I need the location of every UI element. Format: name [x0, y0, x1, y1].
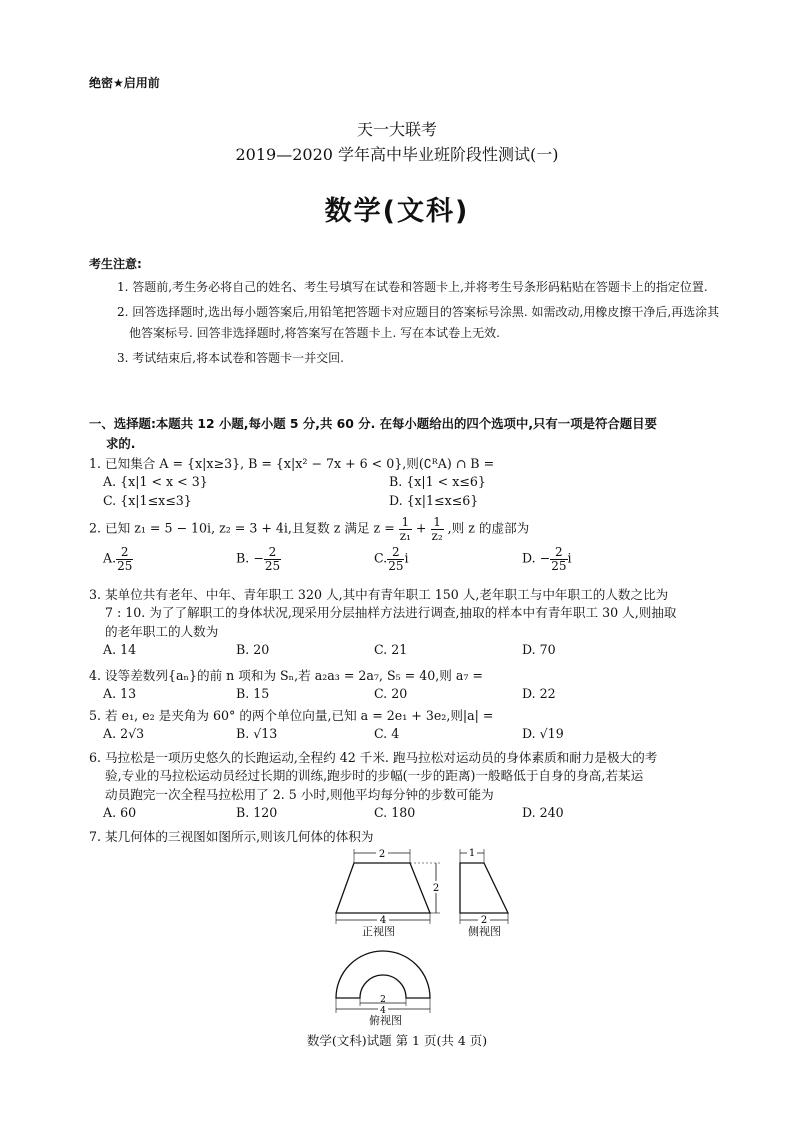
dim-label-bottom: 4 [379, 915, 387, 925]
option-d: D. {x|1≤x≤6} [389, 493, 479, 509]
notice-item: 2. 回答选择题时,选出每小题答案后,用铅笔把答题卡对应题目的答案标号涂黑. 如需改动,用橡皮擦干净后,再选涂其他答案标号. 回答非选择题时,将答案写在答题卡上. 写在本试卷上无效. [117, 305, 720, 341]
option-label: D. − [522, 550, 551, 566]
option-b: B. 20 [236, 641, 270, 657]
option-c: C. 20 [374, 686, 408, 702]
option-c [374, 546, 409, 572]
side-view-label: 侧视图 [468, 925, 501, 938]
side-view-figure [452, 845, 522, 925]
option-a [103, 546, 133, 572]
fraction [116, 546, 133, 572]
option-label: B. − [236, 550, 264, 566]
fraction [264, 546, 281, 572]
question-stem: 5. 若 e₁, e₂ 是夹角为 60° 的两个单位向量,已知 a = 2e₁ + 3e₂,则|a| = [89, 708, 494, 723]
top-view-figure [318, 946, 448, 1014]
question-stem: 4. 设等差数列{aₙ}的前 n 项和为 Sₙ,若 a₂a₃ = 2a₇, S₅ = 40,则 a₇ = [89, 668, 483, 683]
option-d: D. 70 [522, 641, 556, 657]
fraction [431, 516, 444, 542]
numerator: 2 [116, 546, 133, 560]
top-view-semi-annulus [336, 951, 430, 998]
option-c: C. 4 [374, 726, 400, 742]
imaginary-unit: i [567, 550, 572, 566]
notice-item: 1. 答题前,考生务必将自己的姓名、考生号填写在试卷和答题卡上,并将考生号条形码粘贴在答题卡上的指定位置. [117, 280, 708, 295]
numerator: 2 [387, 546, 404, 560]
dim-label-side-top: 1 [468, 848, 476, 859]
denominator: 25 [117, 558, 133, 573]
section-heading [89, 414, 729, 454]
denominator: z₂ [431, 528, 443, 543]
question-stem-line: 动员跑完一次全程马拉松用了 2. 5 小时,则他平均每分钟的步数可能为 [105, 786, 494, 802]
denominator: 25 [551, 558, 567, 573]
option-b: B. 15 [236, 686, 270, 702]
notice-heading: 考生注意: [89, 257, 142, 271]
option-c: C. 21 [374, 641, 408, 657]
option-a: A. 2√3 [103, 726, 145, 742]
side-view-trapezoid [460, 863, 508, 913]
question-2 [89, 516, 729, 582]
question-stem-line: 的老年职工的人数为 [105, 623, 219, 639]
options-row [89, 641, 729, 660]
option-b: B. {x|1 < x≤6} [389, 474, 486, 490]
option-a: A. {x|1 < x < 3} [103, 474, 208, 490]
option-b: B. 120 [236, 804, 278, 820]
notice-block [89, 256, 729, 373]
denominator: 25 [388, 558, 404, 573]
dim-label-outer: 4 [380, 1006, 386, 1014]
numerator: 2 [550, 546, 567, 560]
options-row [89, 546, 729, 582]
numerator: 1 [431, 516, 444, 530]
front-view-label: 正视图 [362, 925, 395, 938]
section-heading-line: 一、选择题:本题共 12 小题,每小题 5 分,共 60 分. 在每小题给出的四个选项中,只有一项是符合题目要 [89, 416, 657, 431]
question-stem-line: 3. 某单位共有老年、中年、青年职工 320 人,其中有青年职工 150 人,老年职工与中年职工的人数之比为 [89, 587, 669, 602]
option-a: A. 14 [103, 641, 137, 657]
page-footer: 数学(文科)试题 第 1 页(共 4 页) [306, 1033, 488, 1048]
question-3 [89, 586, 729, 660]
option-c: C. 180 [374, 804, 416, 820]
option-label: C. [374, 550, 388, 566]
option-d: D. 22 [522, 686, 556, 702]
question-stem: 7. 某几何体的三视图如图所示,则该几何体的体积为 [89, 829, 374, 844]
question-1 [89, 455, 729, 511]
imaginary-unit: i [404, 550, 409, 566]
numerator: 1 [399, 516, 412, 530]
options-row [89, 685, 729, 704]
confidential-mark: 绝密★启用前 [89, 76, 160, 90]
notice-item: 3. 考试结束后,将本试卷和答题卡一并交回. [117, 351, 344, 366]
dim-label-side-bottom: 2 [480, 915, 488, 925]
option-a: A. 13 [103, 686, 137, 702]
options-row [89, 725, 729, 744]
dim-label-height: 2 [432, 883, 440, 894]
dim-label-top: 2 [378, 849, 386, 860]
dim-label-inner: 2 [380, 995, 386, 1005]
stem-text: ,则 z 的虚部为 [447, 520, 530, 536]
exam-organizer: 天一大联考 [356, 120, 437, 139]
question-stem-line: 7 : 10. 为了了解职工的身体状况,现采用分层抽样方法进行调查,抽取的样本中有青年职工 30 人,则抽取 [105, 605, 677, 621]
question-stem-line: 6. 马拉松是一项历史悠久的长跑运动,全程约 42 千米. 跑马拉松对运动员的身体素质和耐力是极大的考 [89, 750, 658, 765]
front-view-trapezoid [336, 863, 430, 913]
section-heading-line: 求的. [106, 435, 136, 451]
option-d: D. √19 [522, 726, 564, 742]
top-view-label: 俯视图 [369, 1014, 402, 1027]
subject-title: 数学(文科) [324, 196, 470, 227]
stem-text: + [415, 520, 427, 536]
fraction [550, 546, 567, 572]
option-d: D. 240 [522, 804, 564, 820]
question-7 [89, 828, 729, 846]
options-row [89, 804, 729, 823]
options-row [89, 492, 729, 511]
option-b: B. √13 [236, 726, 278, 742]
test-title: 2019—2020 学年高中毕业班阶段性测试(一) [235, 145, 559, 164]
stem-text: 2. 已知 z₁ = 5 − 10i, z₂ = 3 + 4i,且复数 z 满足 z = [89, 520, 395, 536]
question-stem: 1. 已知集合 A = {x|x≥3}, B = {x|x² − 7x + 6 < 0},则(∁ᴿA) ∩ B = [89, 456, 495, 471]
option-c: C. {x|1≤x≤3} [103, 493, 192, 509]
question-6 [89, 749, 729, 823]
question-stem-line: 验,专业的马拉松运动员经过长期的训练,跑步时的步幅(一步的距离)一般略低于自身的身高,若某运 [105, 768, 644, 784]
option-d [522, 546, 572, 572]
denominator: z₁ [399, 528, 411, 543]
denominator: 25 [264, 558, 281, 573]
question-4 [89, 667, 729, 704]
question-5 [89, 707, 729, 744]
numerator: 2 [264, 546, 281, 560]
options-row [89, 473, 729, 492]
front-view-figure [318, 845, 448, 925]
fraction [399, 516, 412, 542]
question-stem [89, 516, 729, 542]
option-label: A. [103, 550, 117, 566]
option-a: A. 60 [103, 804, 137, 820]
option-b [236, 546, 281, 572]
fraction [387, 546, 404, 572]
